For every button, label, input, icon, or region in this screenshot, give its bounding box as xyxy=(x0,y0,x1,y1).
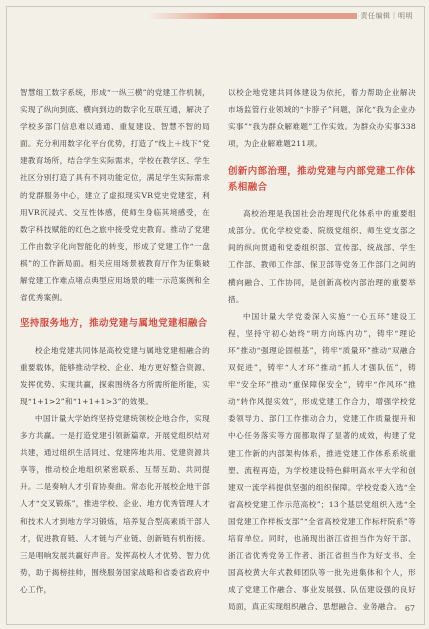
right-paragraph-1: 以校企地党建共同体建设为依托，着力帮助企业解决市场监管行业领域的“卡脖子”问题，深化“我为企业办实事”“我为群众解难题”工作实效。为群众办实事338项，为企业解难题211项。 xyxy=(228,88,416,149)
page-number: 67 xyxy=(404,604,415,613)
running-header xyxy=(148,11,413,21)
section-heading-serve-local: 坚持服务地方，推动党建与属地党建相融合 xyxy=(20,318,208,330)
header-editor-label: 责任编辑｜明明 xyxy=(360,12,413,20)
left-paragraph-2: 校企地党建共同体是高校党建与属地党建相融合的重要载体，能够推动学校、企业、地方更好整合资源、发挥优势、实现共赢，探索围绕各方所需所能所能，实现“1+1>2”和“1+1+1>3”的效果。 xyxy=(20,345,210,406)
left-paragraph-3: 中国计量大学始终坚持党建统领校企地合作，实现多方共赢。一是打造党建引领新篇章。开展党组织结对共建，通过组织生活同过、党建阵地共用、党建资源共享等，推动校企地组织紧密联系、互帮互助、共同提升。二是奏响人才引育协奏曲。常态化开展校企地干部人才“交叉锻炼”，推进学校、企业、地方优秀管理人才和技术人才到地方学习锻炼，培养复合型高素质干部人才，促进教育链、人才链与产业链、创新链有机衔接。三是唱响发展共赢好声音。发挥高校人才优势、智力优势，助于揭榜挂帅，围绕服务国家战略和省委省政府中心工作， xyxy=(20,414,210,594)
right-paragraph-3: 中国计量大学党委深入实施“一心五环”建设工程，坚持守初心始终“明方向练内功”，铸牢“理论环”推动“强理论固根基”，铸牢“质量环”推动“双融合双促进”，铸牢“人才环”推动“抓人才强队伍”，铸牢“安全环”推动“重保障保安全”，铸牢“作风环”推动“转作风提实效”，形成党建工作合力，增强学校党委领导力、部门工作推动合力，党建工作质量提升和中心任务落实等方面都取得了显著的成效，构建了党建工作新的内部架构体系，推进党建工作体系系统重塑、流程再造，为学校建设特色鲜明高水平大学和创建双一流学科提供坚强的组织保障。学校党委入选“全省高校党建工作示范高校”；13个基层党组织入选“全国党建工作样板支部”“全省高校党建工作标杆院系”等培育单位。同时，也涌现出浙江省担当作为好干部、浙江省优秀党务工作者、浙江省担当作为好支书、全国高校黄大年式教师团队等一批先进集体和个人，形成了党建工作融合、事业发展强、队伍建设强的良好局面，真正实现组织融合、思想融合、业务融合。 xyxy=(228,311,416,612)
right-column xyxy=(228,84,416,615)
right-paragraph-2: 高校治理是我国社会治理现代化体系中的重要组成部分。优化学校党委、院级党组织、师生党支部之间的纵向贯通和党委组织部、宣传部、统战部、学生工作部、教师工作部、保卫部等党务工作部门之间的横向融合、工作协同，是创新高校内部治理的重要举措。 xyxy=(228,209,416,304)
left-column xyxy=(20,84,210,598)
header-decor-bar xyxy=(148,13,357,19)
section-heading-internal-governance: 创新内部治理，推动党建与内部党建工作体系相融合 xyxy=(228,166,416,193)
left-paragraph-1: 智慧组工数字系统，形成“一纵三横”的党建工作机制，实现了纵向到底、横向到边的数字化互联互通，解决了学校多部门信息难以通通、重复建设、智慧不智的局面。充分利用数字化平台优势，打造了“线上＋线下”党建教育场所，结合学生实际需求，学校在教学区、学生社区分别打造了具有不同功能定位，满足学生实际需求的党群服务中心，建立了虚拟现实VR党史党建室，利用VR沉浸式、交互性体感，使师生身临其境感受，在数字科技赋能的红色之旅中接受党史教育。推动了党建工作由数字化向智能化的转变，形成了党建工作“一盘棋”的工作新局面。相关应用场景被教育厅作为征集破解党建工作难点堵点典型应用场景的唯一示范案例和全省优秀案例。 xyxy=(20,88,210,303)
